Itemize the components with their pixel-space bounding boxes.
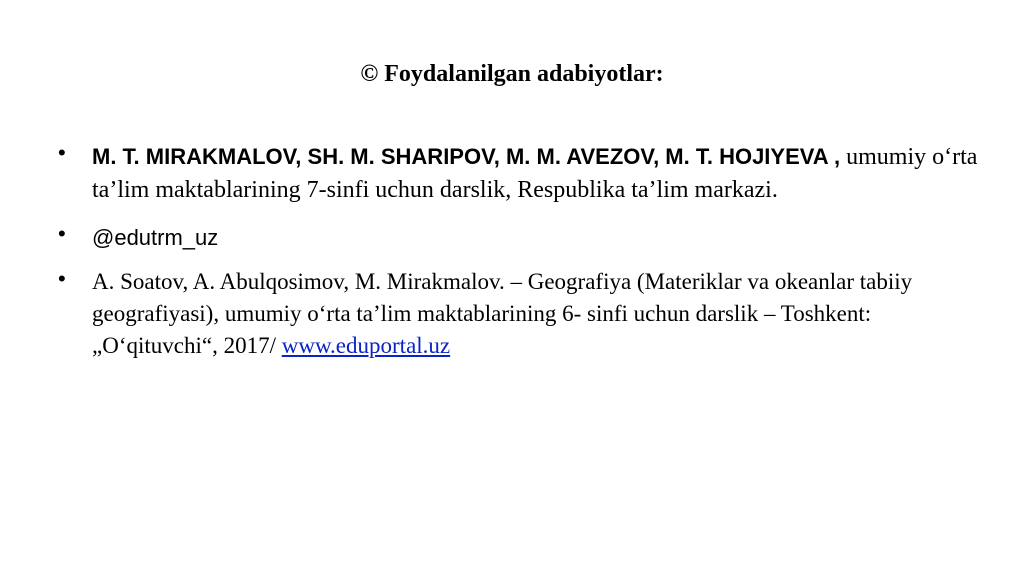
reference-handle: @edutrm_uz xyxy=(92,225,219,250)
slide-title: © Foydalanilgan adabiyotlar: xyxy=(360,61,664,87)
bullet-icon: • xyxy=(58,266,66,291)
reference-item xyxy=(58,140,978,207)
bullet-icon: • xyxy=(58,140,66,165)
reference-text xyxy=(92,140,978,207)
reference-description: umumiy o‘rta ta’lim maktablarining 7-sinfi uchun darslik, Respublika ta’lim markazi. xyxy=(92,144,978,203)
reference-item xyxy=(58,266,978,362)
reference-text xyxy=(92,266,978,362)
bullet-icon: • xyxy=(58,221,66,246)
reference-item xyxy=(58,221,978,254)
eduportal-link[interactable]: www.eduportal.uz xyxy=(281,333,451,358)
reference-description: A. Soatov, A. Abulqosimov, M. Mirakmalov. – Geografiya (Materiklar va okeanlar tabiiy geografiyasi), umumiy o‘rta ta’lim maktablarining 6- sinfi uchun darslik – Toshkent: „O‘qituvchi“, 2017/ xyxy=(92,269,913,358)
references-list xyxy=(58,140,978,378)
reference-authors: M. T. MIRAKMALOV, SH. M. SHARIPOV, M. M. AVEZOV, M. T. HOJIYEVA , xyxy=(92,144,841,169)
